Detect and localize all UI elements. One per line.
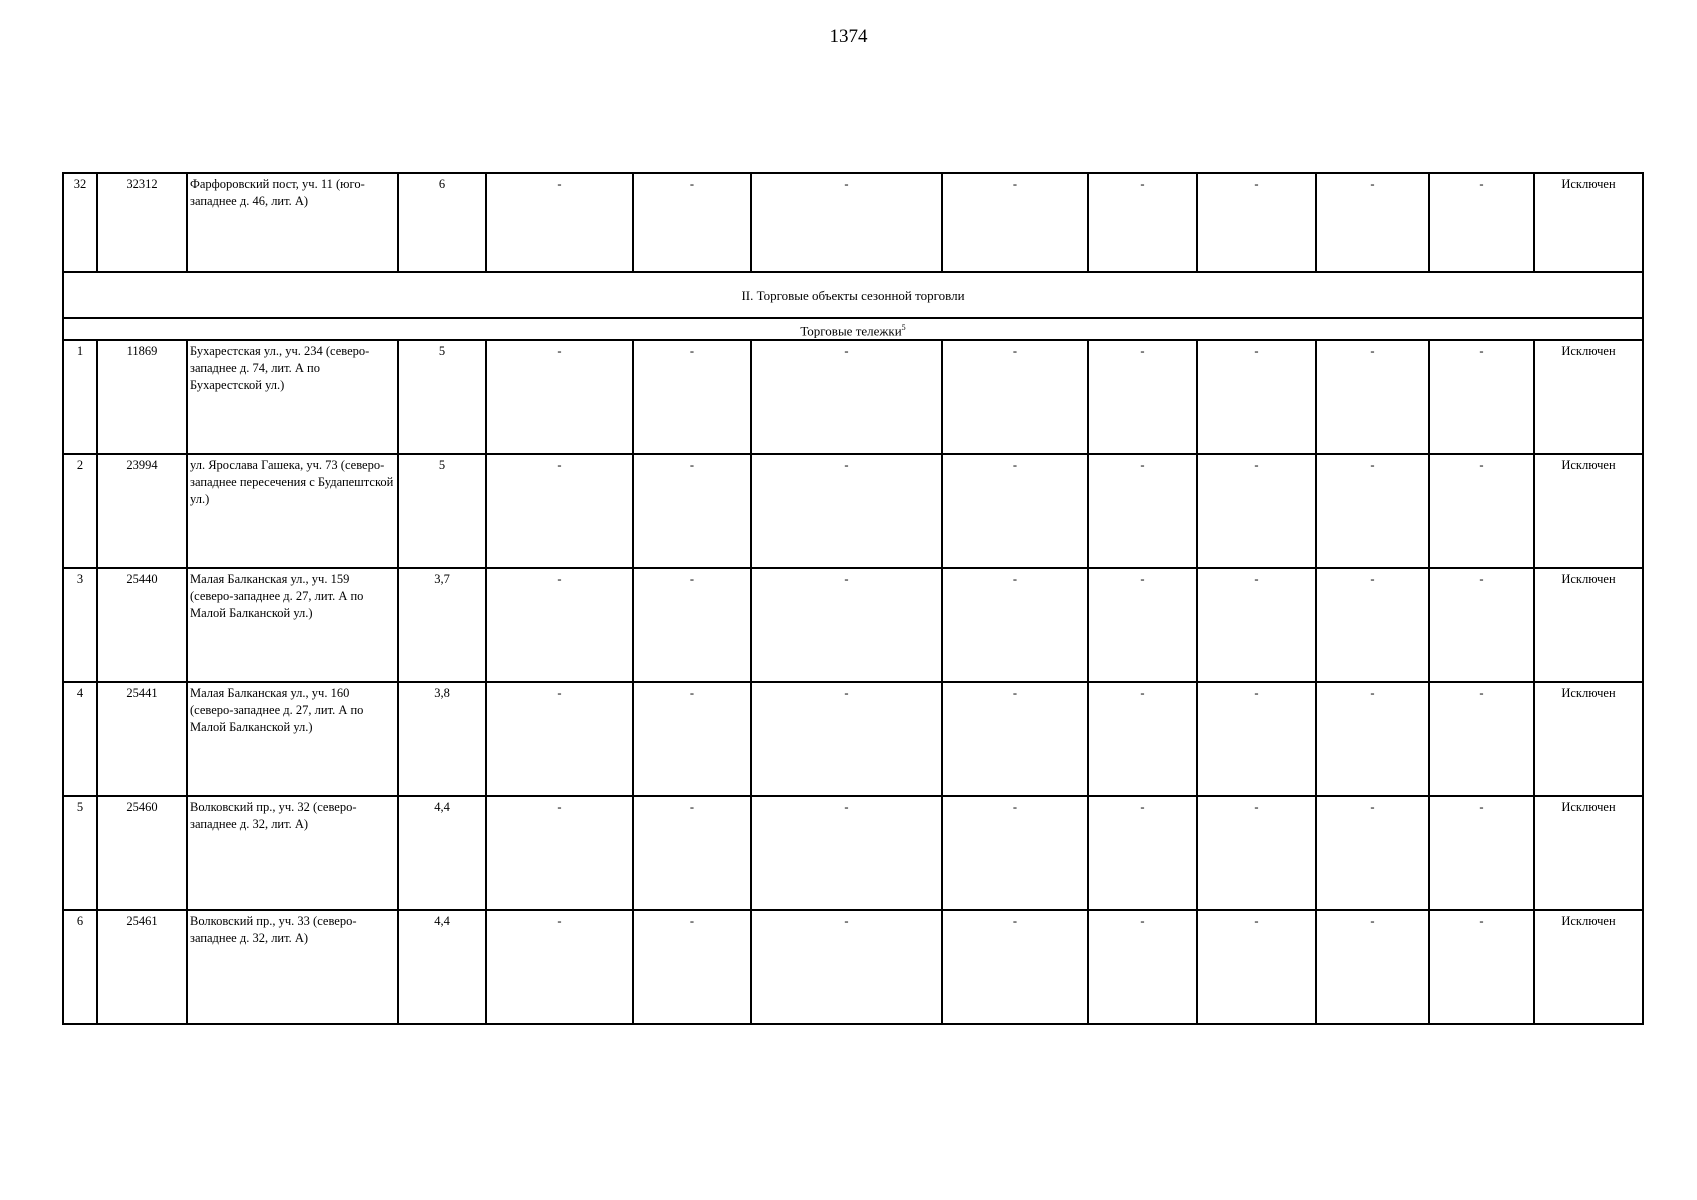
empty-value-cell: -: [751, 682, 942, 796]
object-code: 25461: [97, 910, 187, 1024]
empty-value-cell: -: [1088, 340, 1197, 454]
empty-value-cell: -: [1197, 682, 1316, 796]
section-title: II. Торговые объекты сезонной торговли: [63, 272, 1643, 318]
empty-value-cell: -: [1197, 340, 1316, 454]
object-status: Исключен: [1534, 682, 1643, 796]
table-row: [63, 796, 1643, 910]
empty-value-cell: -: [751, 568, 942, 682]
empty-value-cell: -: [486, 910, 633, 1024]
table-row: [63, 173, 1643, 272]
empty-value-cell: -: [633, 796, 751, 910]
empty-value-cell: -: [1316, 340, 1429, 454]
object-code: 25440: [97, 568, 187, 682]
empty-value-cell: -: [1429, 796, 1534, 910]
object-area: 3,8: [398, 682, 486, 796]
empty-value-cell: -: [751, 173, 942, 272]
table-row: [63, 568, 1643, 682]
row-number: 3: [63, 568, 97, 682]
object-status: Исключен: [1534, 568, 1643, 682]
section-row: [63, 272, 1643, 318]
empty-value-cell: -: [633, 682, 751, 796]
empty-value-cell: -: [1429, 340, 1534, 454]
table-row: [63, 454, 1643, 568]
object-code: 23994: [97, 454, 187, 568]
empty-value-cell: -: [633, 910, 751, 1024]
object-area: 3,7: [398, 568, 486, 682]
object-address: Волковский пр., уч. 33 (северо-западнее д. 32, лит. А): [187, 910, 398, 1024]
empty-value-cell: -: [942, 682, 1088, 796]
empty-value-cell: -: [751, 340, 942, 454]
subsection-title: Торговые тележки: [800, 323, 902, 339]
empty-value-cell: -: [1429, 568, 1534, 682]
row-number: 1: [63, 340, 97, 454]
empty-value-cell: -: [1429, 910, 1534, 1024]
empty-value-cell: -: [486, 682, 633, 796]
subsection-row: [63, 318, 1643, 340]
row-number: 5: [63, 796, 97, 910]
empty-value-cell: -: [1316, 796, 1429, 910]
empty-value-cell: -: [1197, 568, 1316, 682]
object-area: 4,4: [398, 910, 486, 1024]
object-status: Исключен: [1534, 173, 1643, 272]
empty-value-cell: -: [1429, 173, 1534, 272]
table-body-top: [63, 173, 1643, 272]
table-row: [63, 910, 1643, 1024]
object-address: ул. Ярослава Гашека, уч. 73 (северо-западнее пересечения с Будапештской ул.): [187, 454, 398, 568]
footnote-mark: 5: [901, 323, 906, 332]
row-number: 2: [63, 454, 97, 568]
empty-value-cell: -: [486, 568, 633, 682]
empty-value-cell: -: [942, 796, 1088, 910]
row-number: 4: [63, 682, 97, 796]
table-row: [63, 340, 1643, 454]
empty-value-cell: -: [1088, 796, 1197, 910]
object-status: Исключен: [1534, 910, 1643, 1024]
object-address: Бухарестская ул., уч. 234 (северо-западнее д. 74, лит. А по Бухарестской ул.): [187, 340, 398, 454]
empty-value-cell: -: [1088, 173, 1197, 272]
object-code: 32312: [97, 173, 187, 272]
empty-value-cell: -: [751, 910, 942, 1024]
trade-objects-table: [62, 172, 1644, 1025]
empty-value-cell: -: [633, 568, 751, 682]
empty-value-cell: -: [751, 796, 942, 910]
empty-value-cell: -: [486, 796, 633, 910]
empty-value-cell: -: [633, 454, 751, 568]
object-code: 25460: [97, 796, 187, 910]
empty-value-cell: -: [1088, 568, 1197, 682]
object-address: Малая Балканская ул., уч. 160 (северо-западнее д. 27, лит. А по Малой Балканской ул.): [187, 682, 398, 796]
page-number: 1374: [829, 26, 868, 47]
empty-value-cell: -: [1197, 910, 1316, 1024]
row-number: 32: [63, 173, 97, 272]
object-area: 5: [398, 454, 486, 568]
object-address: Волковский пр., уч. 32 (северо-западнее д. 32, лит. А): [187, 796, 398, 910]
empty-value-cell: -: [942, 340, 1088, 454]
object-status: Исключен: [1534, 340, 1643, 454]
object-address: Фарфоровский пост, уч. 11 (юго-западнее д. 46, лит. А): [187, 173, 398, 272]
object-area: 6: [398, 173, 486, 272]
empty-value-cell: -: [1088, 910, 1197, 1024]
empty-value-cell: -: [1429, 682, 1534, 796]
empty-value-cell: -: [1316, 682, 1429, 796]
object-address: Малая Балканская ул., уч. 159 (северо-западнее д. 27, лит. А по Малой Балканской ул.): [187, 568, 398, 682]
empty-value-cell: -: [1429, 454, 1534, 568]
object-status: Исключен: [1534, 454, 1643, 568]
empty-value-cell: -: [1197, 796, 1316, 910]
empty-value-cell: -: [486, 340, 633, 454]
object-area: 4,4: [398, 796, 486, 910]
empty-value-cell: -: [1197, 454, 1316, 568]
empty-value-cell: -: [633, 340, 751, 454]
empty-value-cell: -: [942, 454, 1088, 568]
empty-value-cell: -: [942, 568, 1088, 682]
empty-value-cell: -: [1316, 568, 1429, 682]
empty-value-cell: -: [1316, 173, 1429, 272]
row-number: 6: [63, 910, 97, 1024]
empty-value-cell: -: [1316, 910, 1429, 1024]
subsection-cell: [63, 318, 1643, 340]
table-body-seasonal: [63, 340, 1643, 1024]
object-area: 5: [398, 340, 486, 454]
empty-value-cell: -: [942, 173, 1088, 272]
object-code: 25441: [97, 682, 187, 796]
empty-value-cell: -: [486, 454, 633, 568]
empty-value-cell: -: [633, 173, 751, 272]
empty-value-cell: -: [1088, 682, 1197, 796]
empty-value-cell: -: [486, 173, 633, 272]
object-status: Исключен: [1534, 796, 1643, 910]
empty-value-cell: -: [1088, 454, 1197, 568]
empty-value-cell: -: [1197, 173, 1316, 272]
table-section-header: [63, 272, 1643, 340]
object-code: 11869: [97, 340, 187, 454]
table-row: [63, 682, 1643, 796]
empty-value-cell: -: [942, 910, 1088, 1024]
empty-value-cell: -: [1316, 454, 1429, 568]
empty-value-cell: -: [751, 454, 942, 568]
